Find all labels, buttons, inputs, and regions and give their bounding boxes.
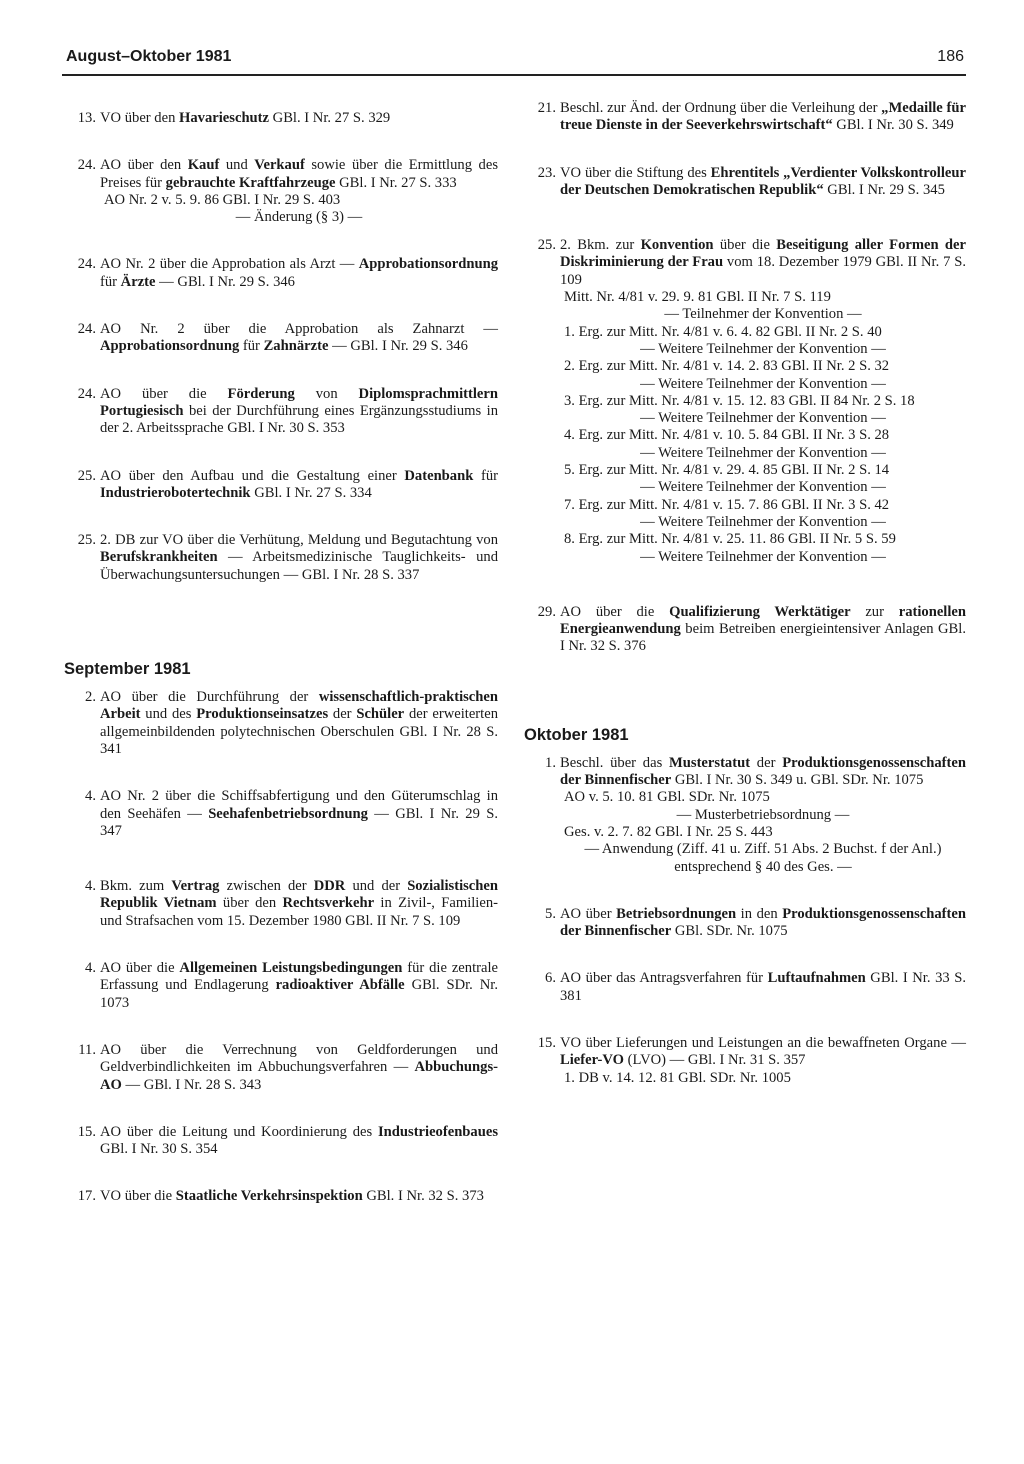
- entry-line: AO über die Allgemeinen Leistungsbedingungen für die zentrale Erfassung und Endlagerung radioaktiver Abfälle GBl. SDr. Nr. 1073: [100, 960, 498, 1011]
- entry-line: 4. Erg. zur Mitt. Nr. 4/81 v. 10. 5. 84 GBl. II Nr. 3 S. 28: [564, 427, 890, 444]
- entry-day: 5.: [545, 905, 556, 922]
- entry-line: — Weitere Teilnehmer der Konvention —: [640, 444, 886, 461]
- law-entry: [60, 321, 498, 356]
- entry-line: VO über die Stiftung des Ehrentitels „Verdienter Volkskontrolleur der Deutschen Demokratischen Republik“ GBl. I Nr. 29 S. 345: [560, 164, 966, 198]
- entry-line: Bkm. zum Vertrag zwischen der DDR und der Sozialistischen Republik Vietnam über den Rechtsverkehr in Zivil-, Familien- und Strafsachen vom 15. Dezember 1980 GBl. II Nr. 7 S. 109: [100, 878, 498, 929]
- entry-line: Beschl. über das Musterstatut der Produktionsgenossenschaften der Binnenfischer GBl. I Nr. 30 S. 349 u. GBl. SDr. Nr. 1075: [560, 754, 966, 789]
- entry-day: 15.: [77, 1123, 96, 1140]
- law-entry: [520, 165, 966, 200]
- entry-line: — Teilnehmer der Konvention —: [664, 306, 862, 323]
- law-entry: [60, 788, 498, 840]
- header-rule: [62, 74, 966, 76]
- entry-line: AO über das Antragsverfahren für Luftaufnahmen GBl. I Nr. 33 S. 381: [560, 970, 966, 1004]
- law-entry: [520, 100, 966, 135]
- entry-day: 13.: [77, 110, 96, 126]
- entry-day: 24.: [77, 321, 96, 338]
- entry-line: — Weitere Teilnehmer der Konvention —: [640, 410, 886, 427]
- entry-text: [560, 906, 966, 941]
- entry-text: [560, 604, 966, 656]
- entry-line: Ges. v. 2. 7. 82 GBl. I Nr. 25 S. 443: [564, 823, 773, 840]
- entry-day: 1.: [545, 754, 556, 771]
- entry-line: — Anwendung (Ziff. 41 u. Ziff. 51 Abs. 2 Buchst. f der Anl.) entsprechend § 40 des Ges. —: [584, 841, 942, 875]
- page-number: 186: [937, 48, 964, 65]
- law-entry: [60, 960, 498, 1012]
- entry-text: [560, 237, 966, 566]
- entry-line: AO über Betriebsordnungen in den Produktionsgenossenschaften der Binnenfischer GBl. SDr. Nr. 1075: [560, 905, 966, 940]
- entry-day: 29.: [537, 603, 556, 620]
- entry-line: AO Nr. 2 über die Approbation als Zahnarzt — Approbationsordnung für Zahnärzte — GBl. I Nr. 29 S. 346: [100, 321, 498, 355]
- entry-line: — Weitere Teilnehmer der Konvention —: [640, 548, 886, 565]
- entry-text: [560, 970, 966, 1005]
- entry-text: [100, 386, 498, 438]
- law-entry: [520, 237, 966, 566]
- entry-day: 25.: [77, 467, 96, 484]
- entry-day: 11.: [78, 1041, 96, 1058]
- law-entry: [60, 689, 498, 758]
- entry-day: 23.: [537, 164, 556, 181]
- law-entry: [60, 1124, 498, 1159]
- entry-day: 2.: [85, 689, 96, 706]
- entry-line: Beschl. zur Änd. der Ordnung über die Verleihung der „Medaille für treue Dienste in der Seeverkehrswirtschaft“ GBl. I Nr. 30 S. 349: [560, 100, 966, 134]
- entry-line: AO über die Förderung von Diplomsprachmittlern Portugiesisch bei der Durchführung eines Ergänzungsstudiums in der 2. Arbeitssprache GBl. I Nr. 30 S. 353: [100, 385, 498, 437]
- entry-line: 2. Erg. zur Mitt. Nr. 4/81 v. 14. 2. 83 GBl. II Nr. 2 S. 32: [564, 358, 890, 375]
- entry-text: [100, 689, 498, 758]
- header-title: August–Oktober 1981: [66, 48, 232, 65]
- entry-day: 21.: [537, 100, 556, 116]
- entry-day: 6.: [545, 970, 556, 987]
- entry-line: 2. Bkm. zur Konvention über die Beseitigung aller Formen der Diskriminierung der Frau vom 18. Dezember 1979 GBl. II Nr. 7 S. 109: [560, 237, 966, 288]
- entry-line: VO über den Havarieschutz GBl. I Nr. 27 S. 329: [100, 110, 391, 126]
- section-heading: September 1981: [64, 660, 191, 679]
- page-header: [66, 48, 964, 74]
- entry-day: 17.: [77, 1188, 96, 1205]
- entry-line: AO v. 5. 10. 81 GBl. SDr. Nr. 1075: [564, 789, 770, 806]
- entry-day: 24.: [77, 256, 96, 273]
- law-entry: [60, 110, 498, 127]
- entry-text: [100, 532, 498, 584]
- entry-day: 24.: [77, 385, 96, 402]
- entry-day: 25.: [537, 237, 556, 254]
- entry-text: [100, 1124, 498, 1159]
- entry-line: AO über die Verrechnung von Geldforderungen und Geldverbindlichkeiten im Abbuchungsverfahren — Abbuchungs-AO — GBl. I Nr. 28 S. 343: [100, 1041, 498, 1093]
- entry-day: 15.: [537, 1034, 556, 1051]
- entry-line: 8. Erg. zur Mitt. Nr. 4/81 v. 25. 11. 86 GBl. II Nr. 5 S. 59: [564, 531, 896, 548]
- entry-day: 24.: [77, 157, 96, 174]
- entry-text: [100, 878, 498, 930]
- entry-line: 7. Erg. zur Mitt. Nr. 4/81 v. 15. 7. 86 GBl. II Nr. 3 S. 42: [564, 496, 890, 513]
- entry-text: [100, 321, 498, 356]
- entry-line: AO über den Aufbau und die Gestaltung einer Datenbank für Industrierobotertechnik GBl. I Nr. 27 S. 334: [100, 467, 498, 501]
- law-entry: [520, 970, 966, 1005]
- entry-line: AO über die Durchführung der wissenschaftlich-praktischen Arbeit und des Produktionseinsatzes der Schüler der erweiterten allgemeinbildenden polytechnischen Oberschulen GBl. I Nr. 28 S. 341: [100, 689, 498, 757]
- entry-line: AO Nr. 2 über die Schiffsabfertigung und den Güterumschlag in den Seehäfen — Seehafenbetriebsordnung — GBl. I Nr. 29 S. 347: [100, 788, 499, 839]
- entry-text: [100, 256, 498, 291]
- law-entry: [60, 1042, 498, 1094]
- law-entry: [520, 604, 966, 656]
- entry-line: 2. DB zur VO über die Verhütung, Meldung und Begutachtung von Berufskrankheiten — Arbeitsmedizinische Tauglichkeits- und Überwachungsuntersuchungen — GBl. I Nr. 28 S. 337: [100, 532, 498, 583]
- entry-day: 4.: [85, 878, 96, 895]
- entry-text: [100, 468, 498, 503]
- entry-day: 4.: [85, 960, 96, 977]
- section-heading: Oktober 1981: [524, 725, 629, 744]
- entry-day: 25.: [77, 532, 96, 549]
- law-entry: [60, 256, 498, 291]
- entry-text: [560, 165, 966, 200]
- entry-text: [560, 1035, 966, 1087]
- entry-line: 5. Erg. zur Mitt. Nr. 4/81 v. 29. 4. 85 GBl. II Nr. 2 S. 14: [564, 462, 890, 479]
- law-entry: [60, 532, 498, 584]
- entry-line: — Musterbetriebsordnung —: [676, 806, 850, 823]
- right-column: [520, 100, 966, 1087]
- entry-line: — Weitere Teilnehmer der Konvention —: [640, 340, 886, 357]
- law-entry: [60, 1188, 498, 1205]
- law-entry: [60, 386, 498, 438]
- entry-line: 1. Erg. zur Mitt. Nr. 4/81 v. 6. 4. 82 GBl. II Nr. 2 S. 40: [564, 323, 882, 340]
- entry-line: VO über die Staatliche Verkehrsinspektion GBl. I Nr. 32 S. 373: [100, 1188, 484, 1205]
- entry-line: AO Nr. 2 über die Approbation als Arzt — Approbationsordnung für Ärzte — GBl. I Nr. 29 S. 346: [100, 256, 498, 290]
- entry-text: [100, 960, 498, 1012]
- entry-text: [100, 157, 498, 226]
- law-entry: [60, 468, 498, 503]
- law-entry: [60, 157, 498, 226]
- entry-text: [100, 1188, 498, 1205]
- entry-line: VO über Lieferungen und Leistungen an die bewaffneten Organe — Liefer-VO (LVO) — GBl. I Nr. 31 S. 357: [560, 1034, 966, 1069]
- entry-line: — Weitere Teilnehmer der Konvention —: [640, 479, 886, 496]
- entry-line: — Weitere Teilnehmer der Konvention —: [640, 513, 886, 530]
- law-entry: [60, 878, 498, 930]
- entry-text: [560, 755, 966, 876]
- entry-text: [560, 100, 966, 135]
- law-entry: [520, 1035, 966, 1087]
- entry-day: 4.: [85, 788, 96, 805]
- entry-line: AO Nr. 2 v. 5. 9. 86 GBl. I Nr. 29 S. 403: [104, 191, 341, 208]
- entry-line: 3. Erg. zur Mitt. Nr. 4/81 v. 15. 12. 83 GBl. II 84 Nr. 2 S. 18: [564, 392, 915, 409]
- entry-line: — Änderung (§ 3) —: [235, 209, 363, 226]
- entry-line: Mitt. Nr. 4/81 v. 29. 9. 81 GBl. II Nr. 7 S. 119: [564, 289, 831, 306]
- entry-line: — Weitere Teilnehmer der Konvention —: [640, 375, 886, 392]
- entry-text: [100, 110, 498, 127]
- entry-line: AO über die Qualifizierung Werktätiger zur rationellen Energieanwendung beim Betreiben energieintensiver Anlagen GBl. I Nr. 32 S. 376: [560, 603, 967, 655]
- left-column: [60, 100, 498, 1206]
- law-entry: [520, 906, 966, 941]
- entry-line: 1. DB v. 14. 12. 81 GBl. SDr. Nr. 1005: [564, 1069, 791, 1086]
- entry-line: AO über den Kauf und Verkauf sowie über die Ermittlung des Preises für gebrauchte Kraftfahrzeuge GBl. I Nr. 27 S. 333: [100, 157, 498, 191]
- law-entry: [520, 755, 966, 876]
- entry-line: AO über die Leitung und Koordinierung des Industrieofenbaues GBl. I Nr. 30 S. 354: [100, 1123, 498, 1158]
- entry-text: [100, 788, 498, 840]
- entry-text: [100, 1042, 498, 1094]
